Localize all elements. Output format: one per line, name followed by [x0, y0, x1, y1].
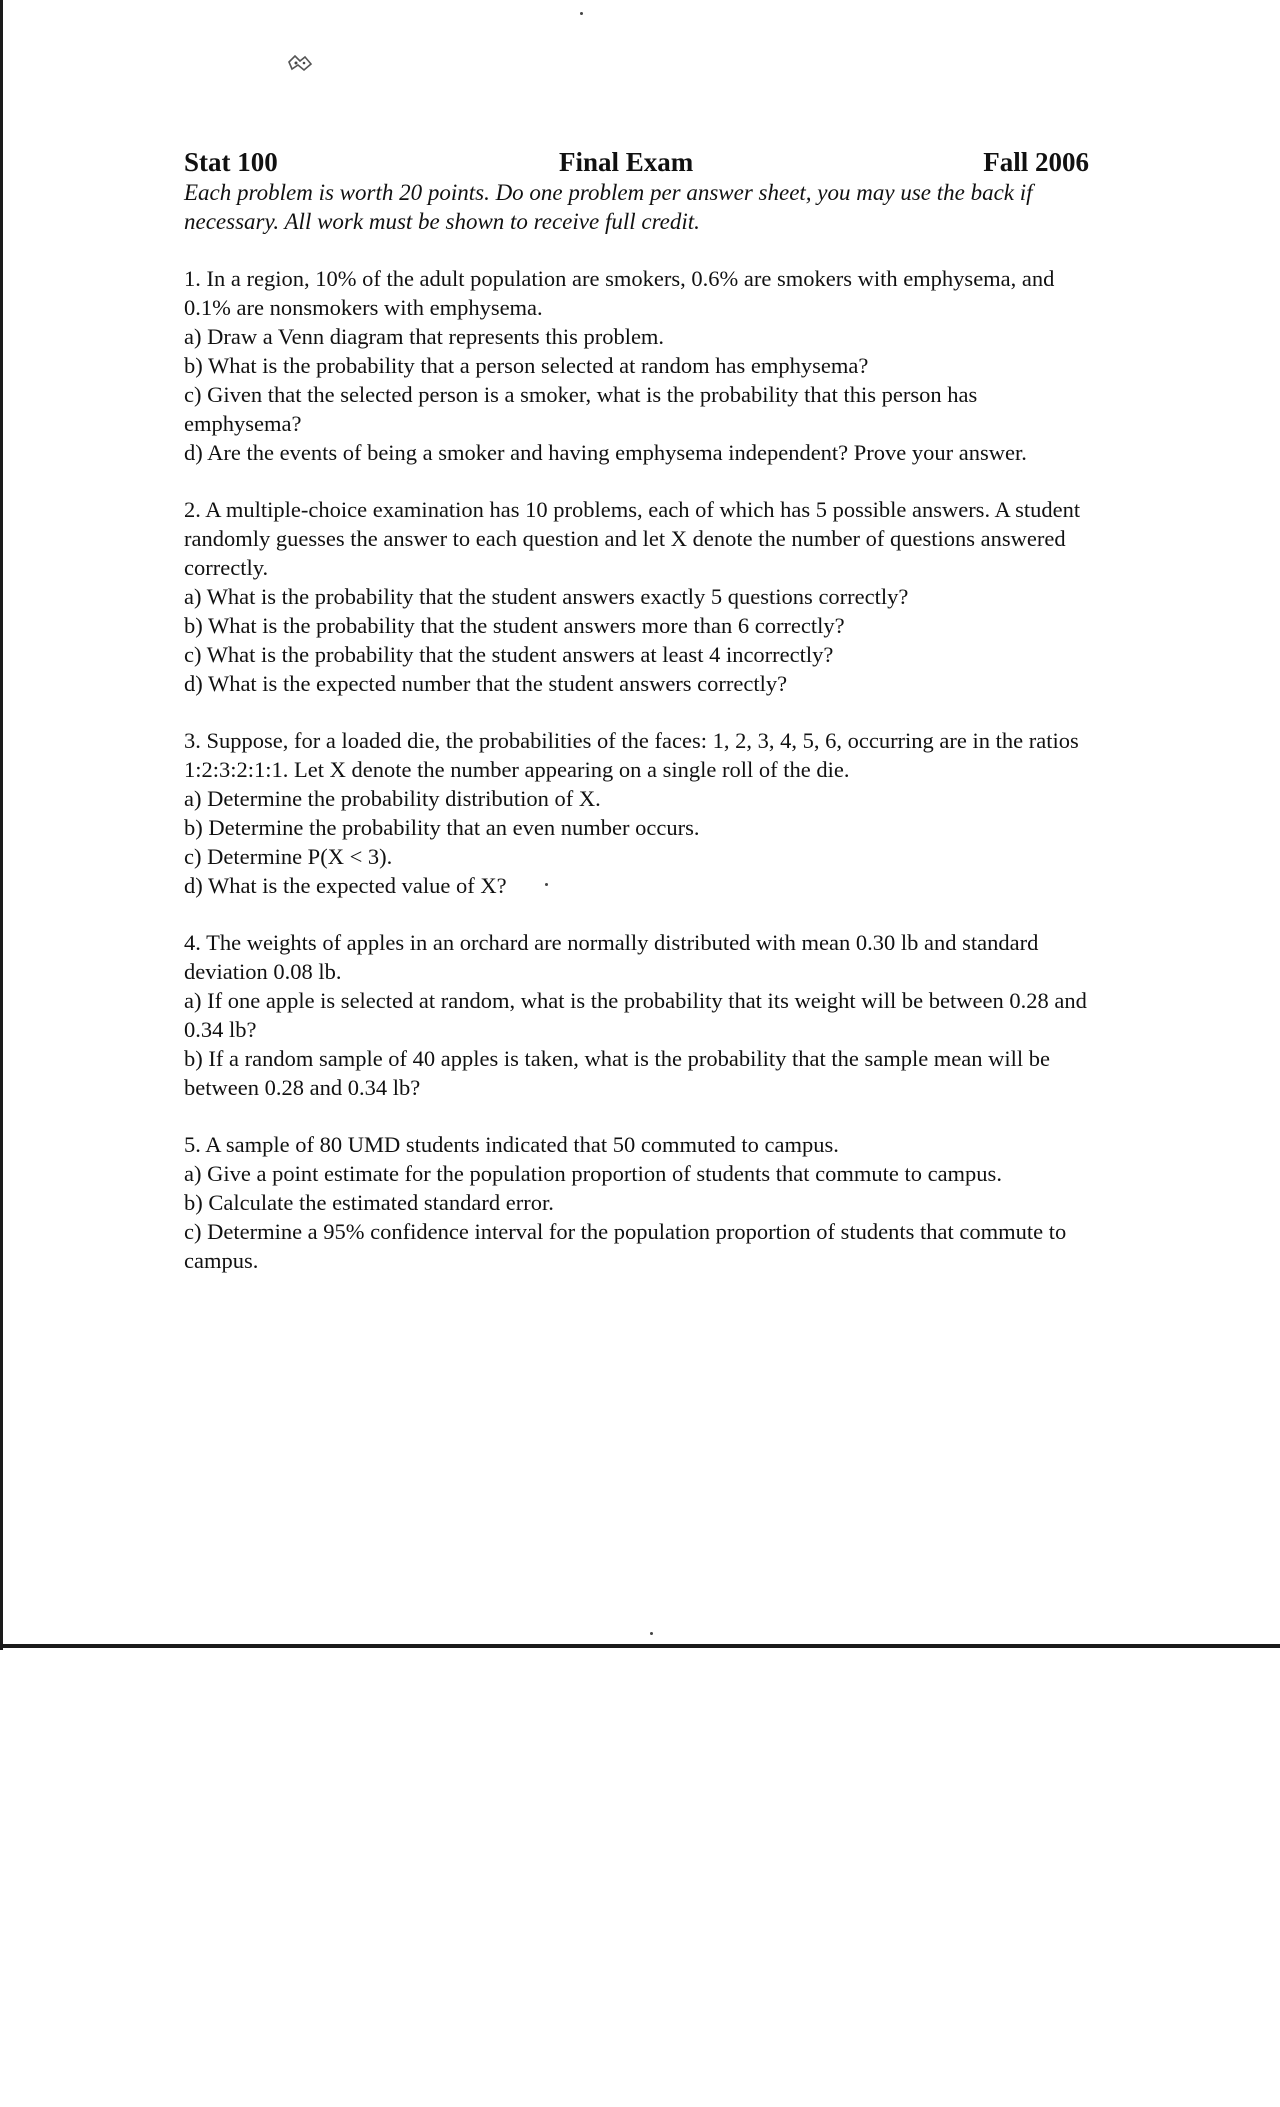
- problem-1: [184, 264, 1089, 467]
- problem-part: a) If one apple is selected at random, what is the probability that its weight will be between 0.28 and 0.34 lb?: [184, 988, 1087, 1042]
- problem-part: b) If a random sample of 40 apples is taken, what is the probability that the sample mean will be between 0.28 and 0.34 lb?: [184, 1046, 1051, 1100]
- exam-instructions: Each problem is worth 20 points. Do one problem per answer sheet, you may use the back if necessary. All work must be shown to receive full credit.: [184, 180, 1033, 234]
- scan-speck: [580, 12, 583, 15]
- scan-bottom-rule: [0, 1644, 1280, 1648]
- problem-stem: 4. The weights of apples in an orchard are normally distributed with mean 0.30 lb and standard deviation 0.08 lb.: [184, 930, 1039, 984]
- problem-part: a) Give a point estimate for the population proportion of students that commute to campus.: [184, 1161, 1002, 1186]
- problem-part: b) Determine the probability that an even number occurs.: [184, 815, 700, 840]
- problem-4: [184, 928, 1089, 1102]
- problem-part: c) Determine a 95% confidence interval for the population proportion of students that commute to campus.: [184, 1219, 1067, 1273]
- scan-speck: [650, 1632, 653, 1635]
- exam-content: [184, 146, 1089, 1275]
- problem-part: d) What is the expected value of X?: [184, 873, 507, 898]
- problem-part: b) What is the probability that the student answers more than 6 correctly?: [184, 613, 845, 638]
- problem-part: a) Draw a Venn diagram that represents this problem.: [184, 324, 665, 349]
- problem-part: a) Determine the probability distribution of X.: [184, 786, 601, 811]
- course-title: Stat 100: [184, 147, 278, 177]
- exam-title: Final Exam: [559, 147, 694, 177]
- scan-mark-icon: [286, 52, 314, 74]
- exam-term: Fall 2006: [983, 147, 1089, 177]
- problem-part: d) Are the events of being a smoker and having emphysema independent? Prove your answer.: [184, 440, 1027, 465]
- problem-part: c) Determine P(X < 3).: [184, 844, 393, 869]
- problem-part: a) What is the probability that the student answers exactly 5 questions correctly?: [184, 584, 909, 609]
- problem-part: b) What is the probability that a person selected at random has emphysema?: [184, 353, 869, 378]
- problem-2: [184, 495, 1089, 698]
- problem-3: [184, 726, 1089, 900]
- exam-header: [184, 146, 1089, 178]
- problem-part: c) What is the probability that the student answers at least 4 incorrectly?: [184, 642, 834, 667]
- problem-stem: 1. In a region, 10% of the adult population are smokers, 0.6% are smokers with emphysema, and 0.1% are nonsmokers with emphysema.: [184, 266, 1055, 320]
- problem-part: d) What is the expected number that the student answers correctly?: [184, 671, 788, 696]
- scan-left-edge: [0, 0, 3, 1650]
- problem-stem: 3. Suppose, for a loaded die, the probabilities of the faces: 1, 2, 3, 4, 5, 6, occurring are in the ratios 1:2:3:2:1:1. Let X denote the number appearing on a single roll of the die.: [184, 728, 1079, 782]
- problem-part: c) Given that the selected person is a smoker, what is the probability that this person has emphysema?: [184, 382, 978, 436]
- problem-stem: 5. A sample of 80 UMD students indicated that 50 commuted to campus.: [184, 1132, 839, 1157]
- problem-part: b) Calculate the estimated standard error.: [184, 1190, 554, 1215]
- problem-5: [184, 1130, 1089, 1275]
- problem-stem: 2. A multiple-choice examination has 10 problems, each of which has 5 possible answers. A student randomly guesses the answer to each question and let X denote the number of questions answered correctly.: [184, 497, 1081, 580]
